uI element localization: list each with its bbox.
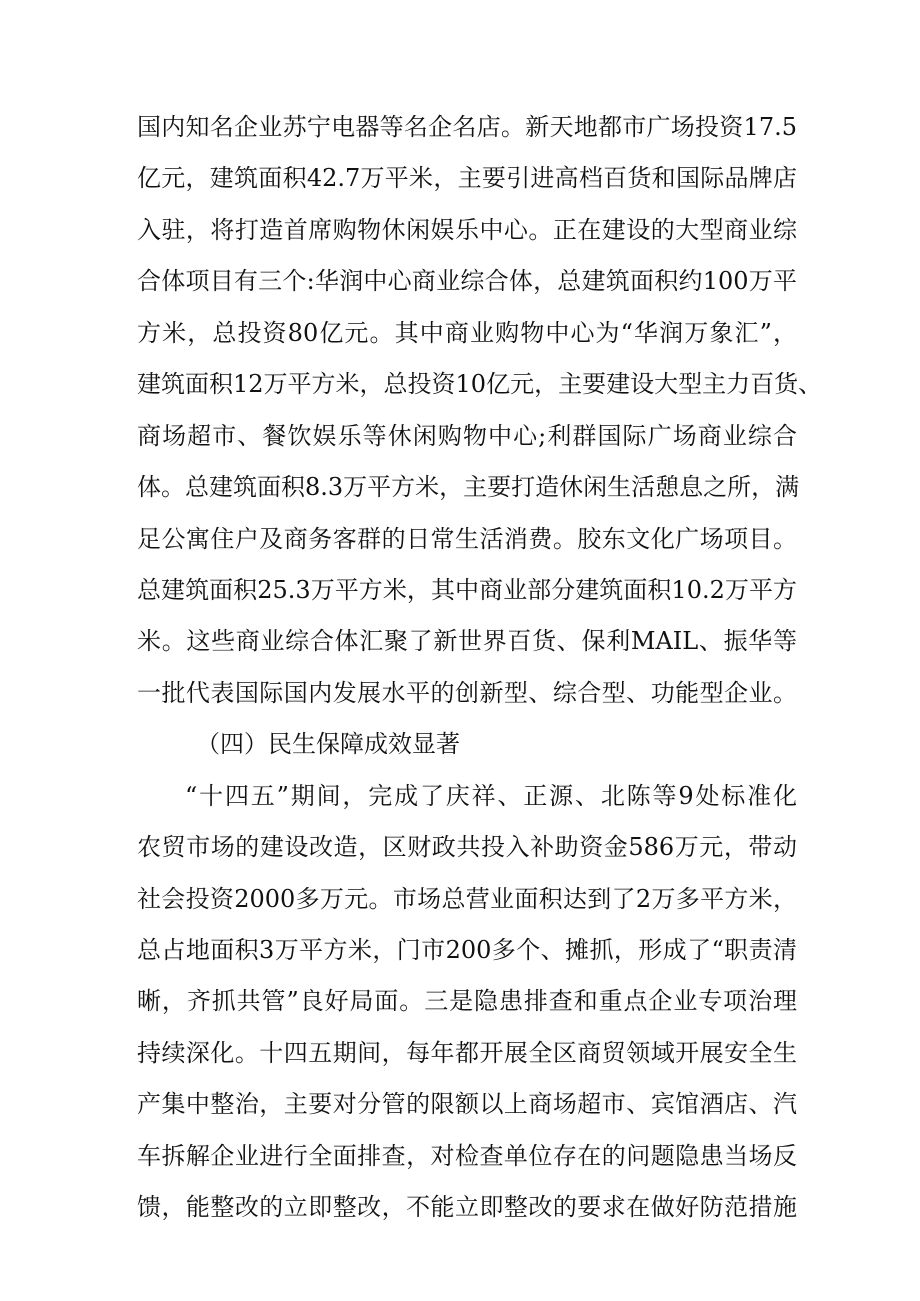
text-line: 总占地面积3万平方米，门市200多个、摊抓，形成了“职责清 [137, 936, 797, 964]
text-line: 社会投资2000多万元。市场总营业面积达到了2万多平方米， [137, 884, 797, 913]
text-line: 商场超市、餐饮娱乐等休闲购物中心;利群国际广场商业综合 [137, 421, 797, 450]
text-line: 米。这些商业综合体汇聚了新世界百货、保利MAIL、振华等 [137, 627, 797, 656]
text-line: 农贸市场的建设改造，区财政共投入补助资金586万元，带动 [137, 833, 797, 862]
text-line: 国内知名企业苏宁电器等名企名店。新天地都市广场投资17.5 [137, 113, 797, 141]
section-heading: （四）民生保障成效显著 [196, 730, 460, 759]
document-body [137, 102, 823, 1234]
text-line: 建筑面积12万平方米，总投资10亿元，主要建设大型主力百货、 [137, 370, 823, 399]
text-line: 一批代表国际国内发展水平的创新型、综合型、功能型企业。 [137, 678, 797, 707]
text-line: “十四五”期间，完成了庆祥、正源、北陈等9处标准化 [185, 781, 797, 810]
text-line: 方米，总投资80亿元。其中商业购物中心为“华润万象汇”， [137, 318, 797, 347]
text-line: 总建筑面积25.3万平方米，其中商业部分建筑面积10.2万平方 [137, 575, 797, 604]
text-line: 入驻，将打造首席购物休闲娱乐中心。正在建设的大型商业综 [137, 215, 797, 244]
text-line: 足公寓住户及商务客群的日常生活消费。胶东文化广场项目。 [137, 524, 797, 553]
text-line: 产集中整治，主要对分管的限额以上商场超市、宾馆酒店、汽 [137, 1090, 797, 1119]
text-line: 晰，齐抓共管”良好局面。三是隐患排查和重点企业专项治理 [137, 987, 797, 1016]
text-line: 持续深化。十四五期间，每年都开展全区商贸领域开展安全生 [137, 1038, 797, 1067]
text-line: 馈，能整改的立即整改，不能立即整改的要求在做好防范措施 [137, 1193, 797, 1222]
text-line: 车拆解企业进行全面排查，对检查单位存在的问题隐患当场反 [137, 1141, 797, 1170]
text-line: 合体项目有三个:华润中心商业综合体，总建筑面积约100万平 [137, 267, 797, 296]
text-line: 亿元，建筑面积42.7万平米，主要引进高档百货和国际品牌店 [137, 164, 797, 193]
text-line: 体。总建筑面积8.3万平方米，主要打造休闲生活憩息之所，满 [137, 473, 800, 502]
